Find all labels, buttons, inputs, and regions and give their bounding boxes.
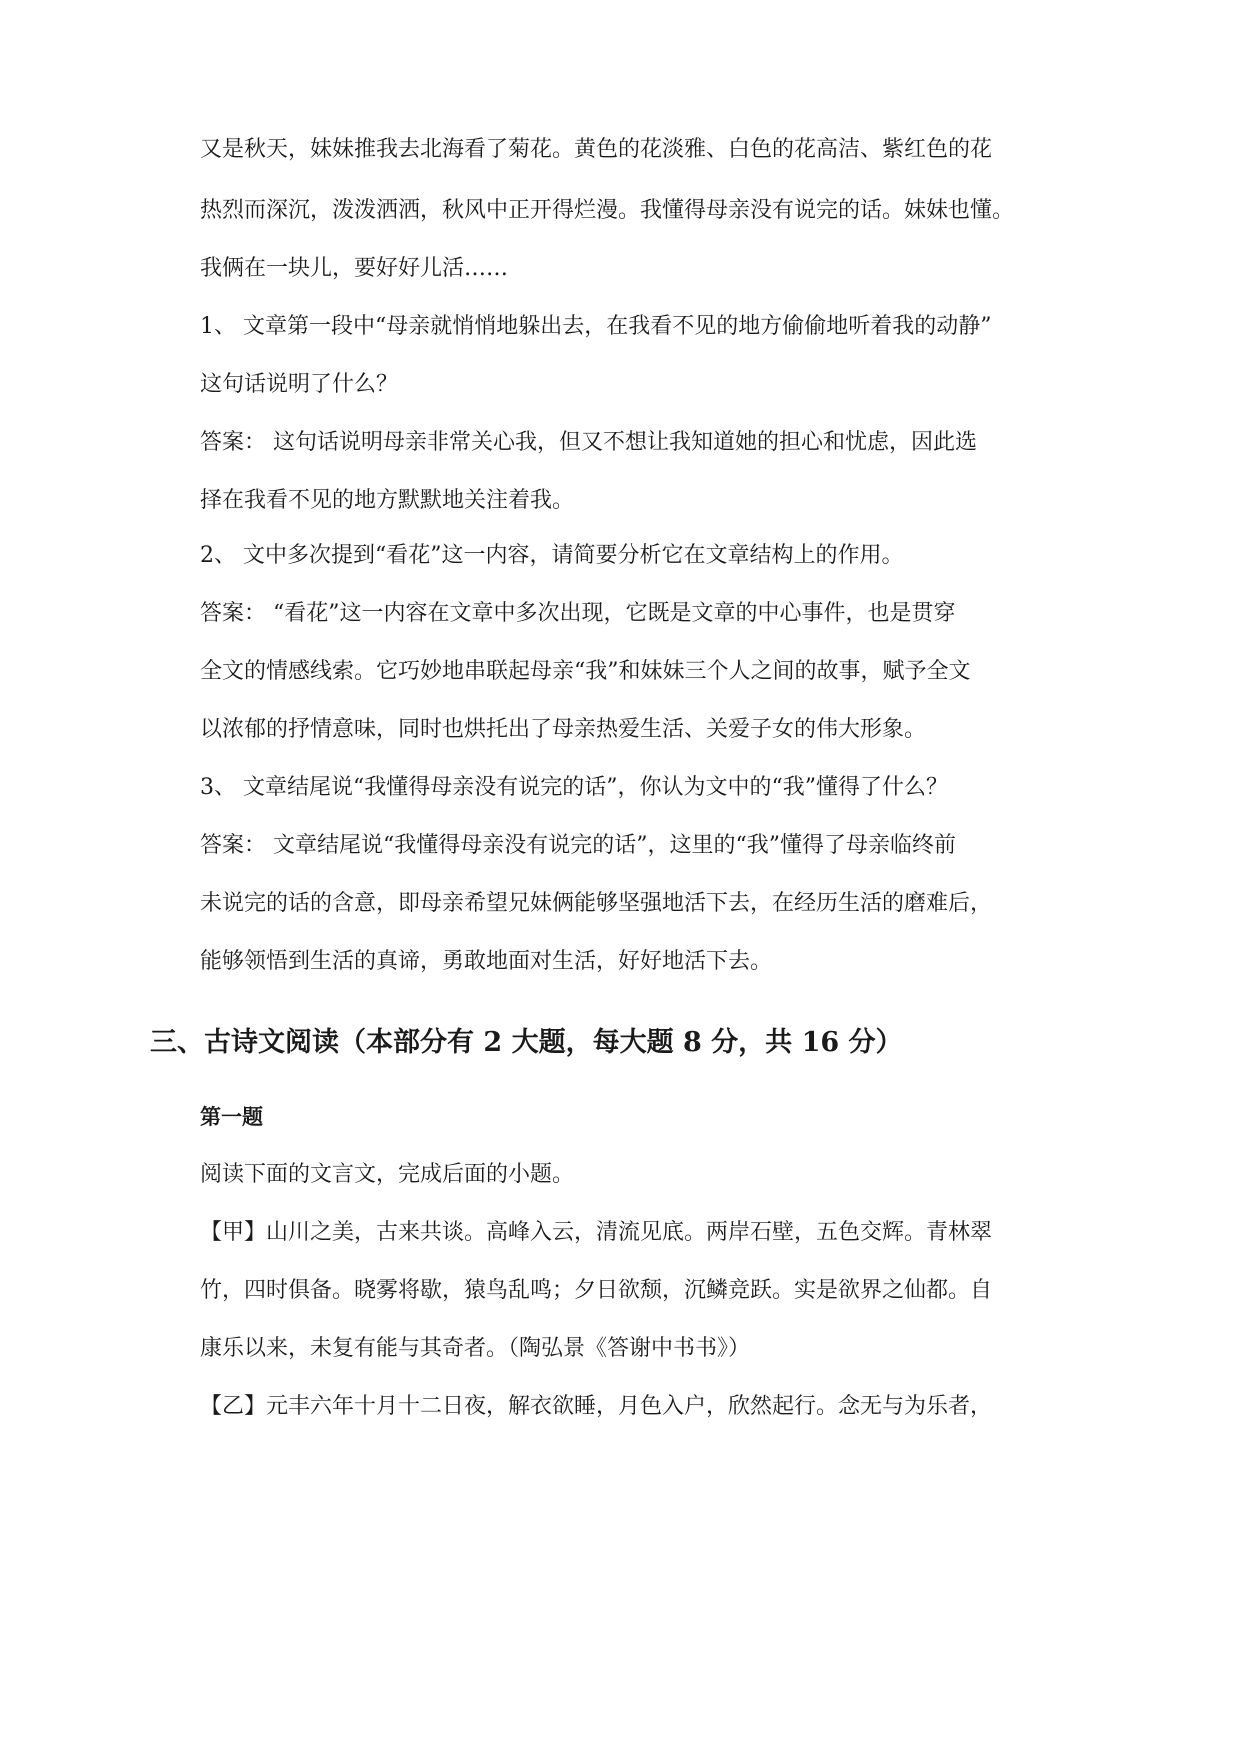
body-line: 阅读下面的文言文，完成后面的小题。 [200,1162,575,1187]
sub-heading: 第一题 [200,1104,263,1129]
body-line: 这句话说明了什么？ [200,372,399,397]
question-2: 2、 文中多次提到“看花”这一内容，请简要分析它在文章结构上的作用。 [200,543,904,568]
section-heading: 三、古诗文阅读（本部分有 2 大题，每大题 8 分，共 16 分） [150,1027,903,1058]
body-line: 未说完的话的含意，即母亲希望兄妹俩能够坚强地活下去，在经历生活的磨难后， [200,891,993,916]
question-1: 1、 文章第一段中“母亲就悄悄地躲出去，在我看不见的地方偷偷地听着我的动静” [200,314,992,339]
question-3: 3、 文章结尾说“我懂得母亲没有说完的话”，你认为文中的“我”懂得了什么？ [200,775,948,800]
body-line: 竹，四时俱备。晓雾将歇，猿鸟乱鸣；夕日欲颓，沉鳞竞跃。实是欲界之仙都。自 [200,1278,993,1303]
body-line: 热烈而深沉，泼泼洒洒，秋风中正开得烂漫。我懂得母亲没有说完的话。妹妹也懂。 [200,198,1015,223]
body-line: 又是秋天，妹妹推我去北海看了菊花。黄色的花淡雅、白色的花高洁、紫红色的花 [200,137,993,162]
body-line: 康乐以来，未复有能与其奇者。（陶弘景《答谢中书书》） [200,1336,751,1361]
body-line: 能够领悟到生活的真谛，勇敢地面对生活，好好地活下去。 [200,949,773,974]
body-line: 我俩在一块儿，要好好儿活…… [200,256,509,281]
answer-1: 答案： 这句话说明母亲非常关心我，但又不想让我知道她的担心和忧虑，因此选 [200,430,977,455]
body-line: 以浓郁的抒情意味，同时也烘托出了母亲热爱生活、关爱子女的伟大形象。 [200,717,927,742]
passage-jia: 【甲】山川之美，古来共谈。高峰入云，清流见底。两岸石壁，五色交辉。青林翠 [200,1220,993,1245]
body-line: 全文的情感线索。它巧妙地串联起母亲“我”和妹妹三个人之间的故事，赋予全文 [200,659,971,684]
answer-3: 答案： 文章结尾说“我懂得母亲没有说完的话”，这里的“我”懂得了母亲临终前 [200,833,956,858]
body-line: 择在我看不见的地方默默地关注着我。 [200,488,575,513]
passage-yi: 【乙】元丰六年十月十二日夜，解衣欲睡，月色入户，欣然起行。念无与为乐者， [200,1394,993,1419]
answer-2: 答案： “看花”这一内容在文章中多次出现，它既是文章的中心事件，也是贯穿 [200,601,956,626]
